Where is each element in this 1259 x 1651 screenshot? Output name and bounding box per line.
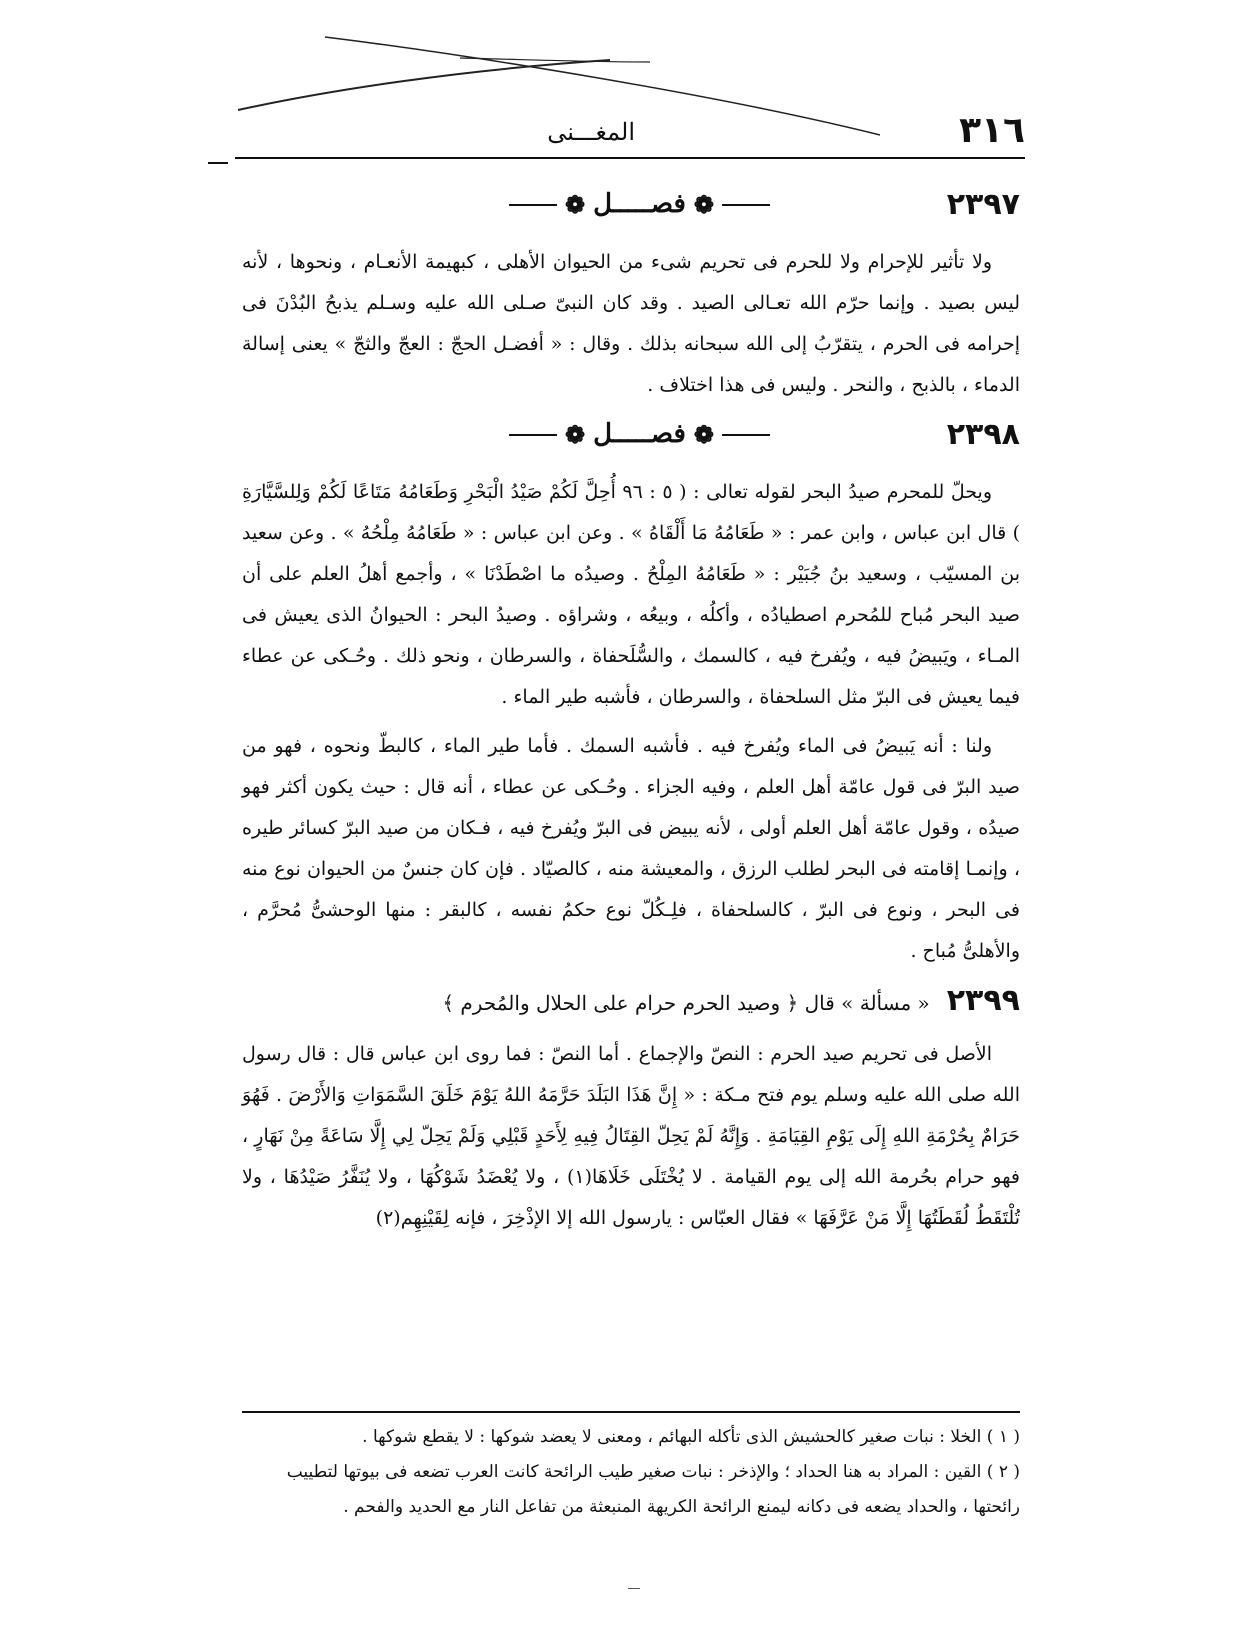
dash-rule: [722, 434, 770, 436]
paragraph: ويحلّ للمحرم صيدُ البحر لقوله تعالى : ( ٥ : ٩٦ أُحِلَّ لَكُمْ صَيْدُ الْبَحْرِ وَطَعَامُهُ مَتَاعًا لَكُمْ وَلِلسَّيَّارَةِ ) قال ابن عباس ، وابن عمر : « طَعَامُهُ مَا أَلْقَاهُ » . وعن ابن عباس : « طَعَامُهُ مِلْحُهُ » . وعن سعيد بن المسيّب ، وسعيد بنُ جُبَيْر : « طَعَامُهُ المِلْحُ . وصيدُه ما اصْطَدْنَا » ، وأجمع أهلُ العلم على أن صيد البحر مُباح للمُحرم اصطيادُه ، وأكلُه ، وبيعُه ، وشراؤه . وصيدُ البحر : الحيوانُ الذى يعيش فى المـاء ، ويَبيضُ فيه ، ويُفرخ فيه ، كالسمك ، والسُّلَحفاة ، والسرطان ، ونحو ذلك . وحُـكى عن عطاء فيما يعيش فى البرّ مثل السلحفاة ، والسرطان ، فأشبه طير الماء .: [242, 481, 1020, 708]
masala-number: ٢٣٩٩: [946, 983, 1020, 1018]
footnote-2: ( ٢ ) القين : المراد به هنا الحداد ؛ والإذخر : نبات صغير طيب الرائحة كانت العرب تضعه فى بيوتها لتطييب رائحتها ، والحداد يضعه فى دكانه ليمنع الرائحة الكريهة المنبعثة من تفاعل النار مع الحديد والفحم .: [286, 1462, 1020, 1517]
masala-heading: [242, 980, 1020, 1024]
header-rule: [235, 157, 1025, 159]
section-number: ٢٣٩٧: [946, 187, 1020, 222]
page-bottom-mark: [628, 1588, 640, 1589]
section-label: فصـــــل: [593, 419, 686, 449]
paragraph: ولا تأثير للإحرام ولا للحرم فى تحريم شىء من الحيوان الأهلى ، كبهيمة الأنعـام ، ونحوها ، لأنه ليس بصيد . وإنما حرّم الله تعـالى الصيد . وقد كان النبىّ صـلى الله عليه وسـلم يذبحُ البُدْنَ فى إحرامه فى الحرم ، يتقرّبُ إلى الله سبحانه بذلك . وقال : « أفضـل الحجّ : العجّ والثجّ » يعنى إسالة الدماء ، بالذبح ، والنحر . وليس فى هذا اختلاف .: [242, 251, 1020, 396]
footnote-1: ( ١ ) الخلا : نبات صغير كالحشيش الذى تأكله البهائم ، ومعنى لا يعضد شوكها : لا يقطع شوكها .: [362, 1427, 1020, 1447]
masala-text: « مسألة » قال ﴿ وصيد الحرم حرام على الحلال والمُحرم ﴾: [442, 991, 930, 1015]
dash-rule: [509, 204, 557, 206]
section-title: [509, 414, 770, 455]
dash-rule: [509, 434, 557, 436]
section-number: ٢٣٩٨: [946, 417, 1020, 452]
section-heading-2397: [242, 184, 1020, 236]
footnote-rule: [242, 1411, 1020, 1413]
section-heading-2398: [242, 414, 1020, 466]
page-number: ٣١٦: [959, 110, 1025, 151]
page-header: [235, 110, 1025, 158]
footnotes: [242, 1420, 1020, 1525]
ornament-icon: ❁: [565, 190, 586, 219]
ornament-icon: ❁: [693, 420, 714, 449]
paragraph: الأصل فى تحريم صيد الحرم : النصّ والإجماع . أما النصّ : فما روى ابن عباس قال : قال رسول الله صلى الله عليه وسلم يوم فتح مـكة : « إِنَّ هَذَا البَلَدَ حَرَّمَهُ اللهُ يَوْمَ خَلَقَ السَّمَوَاتِ وَالأَرْضَ . فَهُوَ حَرَامٌ بِحُرْمَةِ اللهِ إِلَى يَوْمِ القِيَامَةِ . وَإِنَّهُ لَمْ يَحِلّ القِتَالُ فِيهِ لِأَحَدٍ قَبْلِي وَلَمْ يَحِلّ لِي إِلَّا سَاعَةً مِنْ نَهَارٍ ، فهو حرام بحُرمة الله إلى يوم القيامة . لا يُخْتَلَى خَلَاهَا(١) ، ولا يُعْضَدُ شَوْكُهَا ، ولا يُنَفَّرُ صَيْدُهَا ، ولا تُلْتَقَطُ لُقَطَتُهَا إِلَّا مَنْ عَرَّفَهَا » فقال العبّاس : يارسول الله إلا الإذْخِرَ ، فإنه لِقَيْنِهِم(٢): [242, 1043, 1020, 1229]
dash-rule: [722, 204, 770, 206]
section-label: فصـــــل: [593, 189, 686, 219]
paragraph: ولنا : أنه يَبيضُ فى الماء ويُفرخ فيه . فأشبه السمك . فأما طير الماء ، كالبطّ ونحوه ، فهو من صيد البرّ فى قول عامّة أهل العلم ، وفيه الجزاء . وحُـكى عن عطاء ، أنه قال : حيث يكون أكثر فهو صيدُه ، وقول عامّة أهل العلم أولى ، لأنه يبيض فى البرّ ويُفرخ فيه ، فـكان من صيد البرّ كسائر طيره ، وإنمـا إقامته فى البحر لطلب الرزق ، والمعيشة منه ، كالصيّاد . فإن كان جنسٌ من الحيوان نوع منه فى البحر ، ونوع فى البرّ ، كالسلحفاة ، فلِـكُلّ نوع حكمُ نفسه ، كالبقر : منها الوحشىُّ مُحرَّم ، والأهلىُّ مُباح .: [242, 735, 1020, 962]
ornament-icon: ❁: [565, 420, 586, 449]
scan-artifact-line: [460, 58, 650, 62]
margin-mark: [208, 162, 228, 164]
section-title: [509, 184, 770, 225]
main-text: [242, 184, 1020, 1247]
scan-artifact-line: [238, 60, 610, 110]
running-title: المغـــنى: [547, 118, 635, 146]
ornament-icon: ❁: [693, 190, 714, 219]
